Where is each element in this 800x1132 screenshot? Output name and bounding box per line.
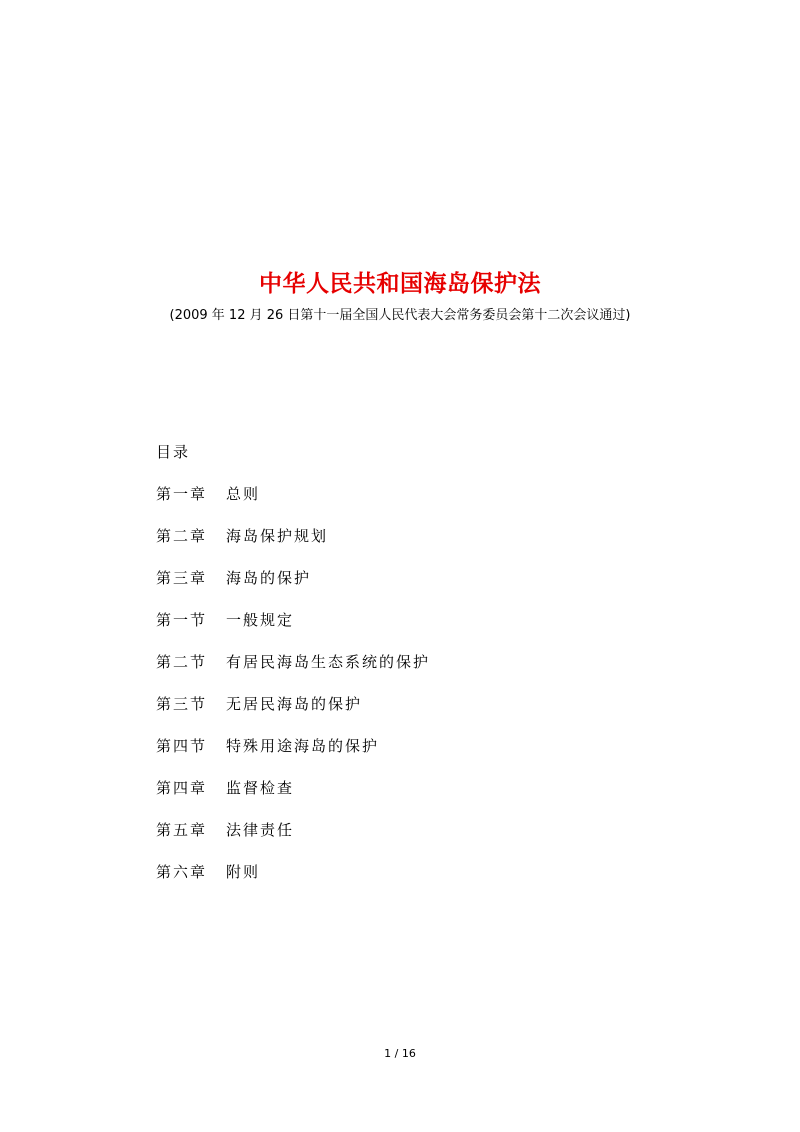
toc-item xyxy=(156,693,430,735)
toc-item-number: 第三节 xyxy=(156,695,208,713)
toc-item-label: 特殊用途海岛的保护 xyxy=(226,737,380,755)
toc-item xyxy=(156,735,430,777)
toc-item-number: 第二节 xyxy=(156,653,208,671)
toc-item xyxy=(156,777,430,819)
toc-item-label: 一般规定 xyxy=(226,611,295,629)
document-subtitle: (2009 年 12 月 26 日第十一届全国人民代表大会常务委员会第十二次会议通过) xyxy=(169,308,631,323)
toc-heading: 目录 xyxy=(156,443,191,461)
page-number: 1 / 16 xyxy=(384,1047,416,1060)
toc-item xyxy=(156,861,430,903)
toc-item-number: 第三章 xyxy=(156,569,208,587)
toc-item xyxy=(156,483,430,525)
toc-item-label: 海岛保护规划 xyxy=(226,527,329,545)
toc-item-number: 第四节 xyxy=(156,737,208,755)
toc-item xyxy=(156,567,430,609)
toc-item-number: 第二章 xyxy=(156,527,208,545)
toc-item xyxy=(156,819,430,861)
toc-item-number: 第一章 xyxy=(156,485,208,503)
table-of-contents xyxy=(156,483,430,903)
toc-item-label: 监督检查 xyxy=(226,779,295,797)
toc-item xyxy=(156,525,430,567)
toc-item-label: 无居民海岛的保护 xyxy=(226,695,363,713)
toc-item xyxy=(156,651,430,693)
toc-item-number: 第一节 xyxy=(156,611,208,629)
toc-item-label: 有居民海岛生态系统的保护 xyxy=(226,653,431,671)
toc-item-label: 总则 xyxy=(226,485,261,503)
toc-item xyxy=(156,609,430,651)
toc-item-label: 海岛的保护 xyxy=(226,569,312,587)
document-title: 中华人民共和国海岛保护法 xyxy=(259,271,541,297)
toc-item-label: 附则 xyxy=(226,863,261,881)
toc-item-number: 第四章 xyxy=(156,779,208,797)
toc-item-label: 法律责任 xyxy=(226,821,295,839)
toc-item-number: 第五章 xyxy=(156,821,208,839)
toc-item-number: 第六章 xyxy=(156,863,208,881)
